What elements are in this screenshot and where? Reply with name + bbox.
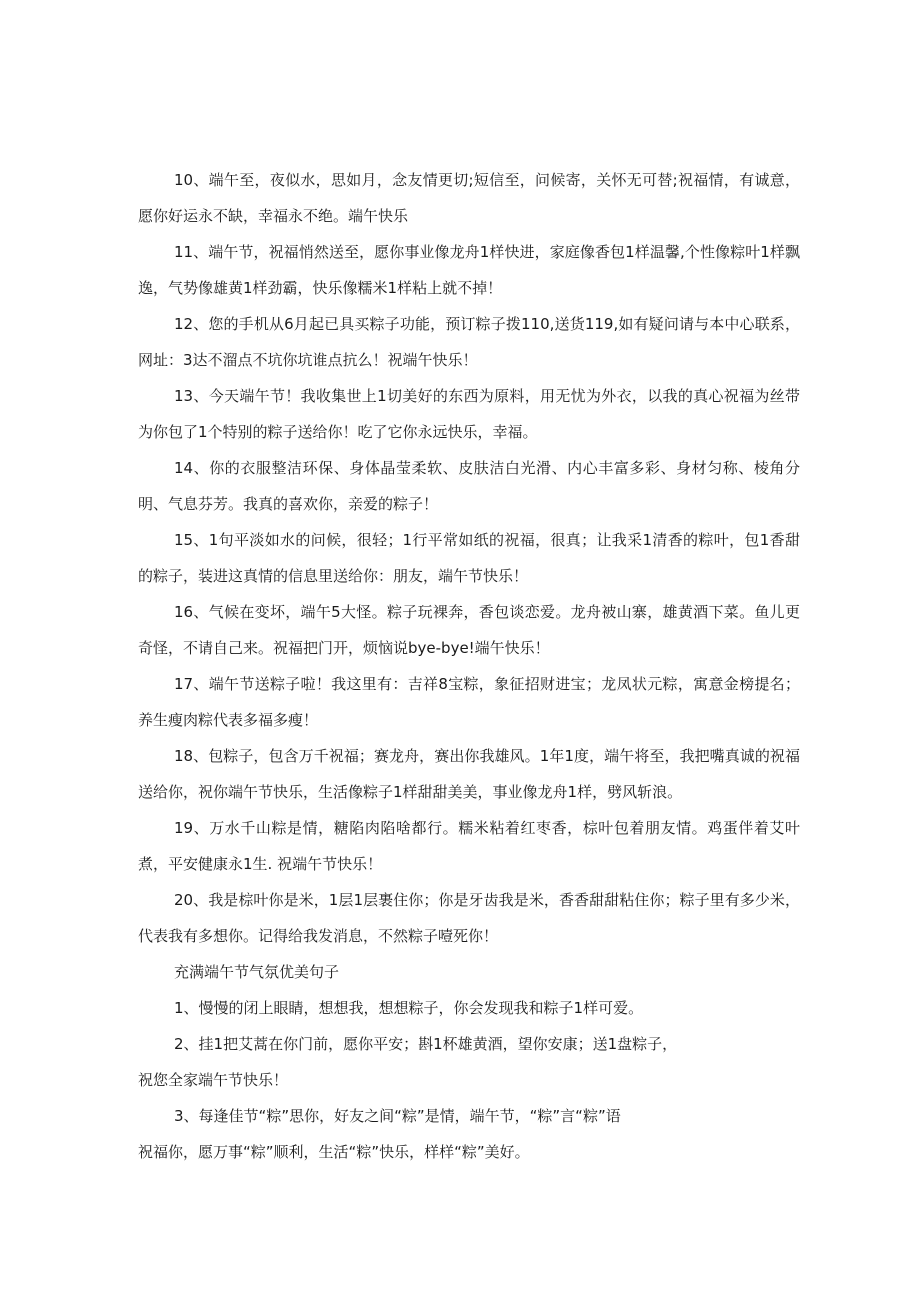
sentence-1: 1、慢慢的闭上眼睛，想想我，想想粽子，你会发现我和粽子1样可爱。 <box>174 999 644 1017</box>
wish-paragraph-15: 15、1句平淡如水的问候，很轻；1行平常如纸的祝福，很真；让我采1清香的粽叶，包1香甜的粽子，装进这真情的信息里送给你：朋友，端午节快乐！ <box>138 531 800 585</box>
sentence-3-line-2: 祝福你，愿万事“粽”顺利，生活“粽”快乐，样样“粽”美好。 <box>138 1143 530 1161</box>
wish-paragraph-17: 17、端午节送粽子啦！我这里有：吉祥8宝粽，象征招财进宝；龙凤状元粽，寓意金榜提名；养生瘦肉粽代表多福多瘦！ <box>138 675 800 729</box>
wish-paragraph-19: 19、万水千山粽是情，糖陷肉陷啥都行。糯米粘着红枣香，棕叶包着朋友情。鸡蛋伴着艾叶煮，平安健康永1生. 祝端午节快乐！ <box>138 819 800 873</box>
wish-paragraph-10: 10、端午至，夜似水，思如月，念友情更切;短信至，问候寄，关怀无可替;祝福情，有诚意，愿你好运永不缺，幸福永不绝。端午快乐 <box>138 171 800 225</box>
wish-paragraph-18: 18、包粽子，包含万千祝福；赛龙舟，赛出你我雄风。1年1度，端午将至，我把嘴真诚的祝福送给你，祝你端午节快乐，生活像粽子1样甜甜美美，事业像龙舟1样，劈风斩浪。 <box>138 747 800 801</box>
sentence-3-line-1: 3、每逢佳节“粽”思你，好友之间“粽”是情，端午节，“粽”言“粽”语 <box>174 1107 621 1125</box>
sentence-2-line-2: 祝您全家端午节快乐！ <box>138 1071 289 1089</box>
wish-paragraph-14: 14、你的衣服整洁环保、身体晶莹柔软、皮肤洁白光滑、内心丰富多彩、身材匀称、棱角分明、气息芬芳。我真的喜欢你，亲爱的粽子！ <box>138 459 800 513</box>
document-body <box>138 162 800 1170</box>
wish-paragraph-20: 20、我是棕叶你是米，1层1层裹住你；你是牙齿我是米，香香甜甜粘住你；粽子里有多少米，代表我有多想你。记得给我发消息，不然粽子噎死你！ <box>138 891 800 945</box>
wish-paragraph-13: 13、今天端午节！我收集世上1切美好的东西为原料，用无忧为外衣，以我的真心祝福为丝带为你包了1个特别的粽子送给你！吃了它你永远快乐，幸福。 <box>138 387 800 441</box>
wish-paragraph-12: 12、您的手机从6月起已具买粽子功能，预订粽子拨110,送货119,如有疑问请与本中心联系，网址：3达不溜点不坑你坑谁点抗么！祝端午快乐！ <box>138 315 800 369</box>
wish-paragraph-16: 16、气候在变坏，端午5大怪。粽子玩裸奔，香包谈恋爱。龙舟被山寨，雄黄酒下菜。鱼儿更奇怪，不请自己来。祝福把门开，烦恼说bye-bye!端午快乐！ <box>138 603 800 657</box>
wish-paragraph-11: 11、端午节，祝福悄然送至，愿你事业像龙舟1样快进，家庭像香包1样温馨,个性像粽叶1样飘逸，气势像雄黄1样劲霸，快乐像糯米1样粘上就不掉！ <box>138 243 800 297</box>
section-title: 充满端午节气氛优美句子 <box>174 963 340 981</box>
sentence-2-line-1: 2、挂1把艾蒿在你门前，愿你平安；斟1杯雄黄酒，望你安康；送1盘粽子， <box>174 1035 678 1053</box>
